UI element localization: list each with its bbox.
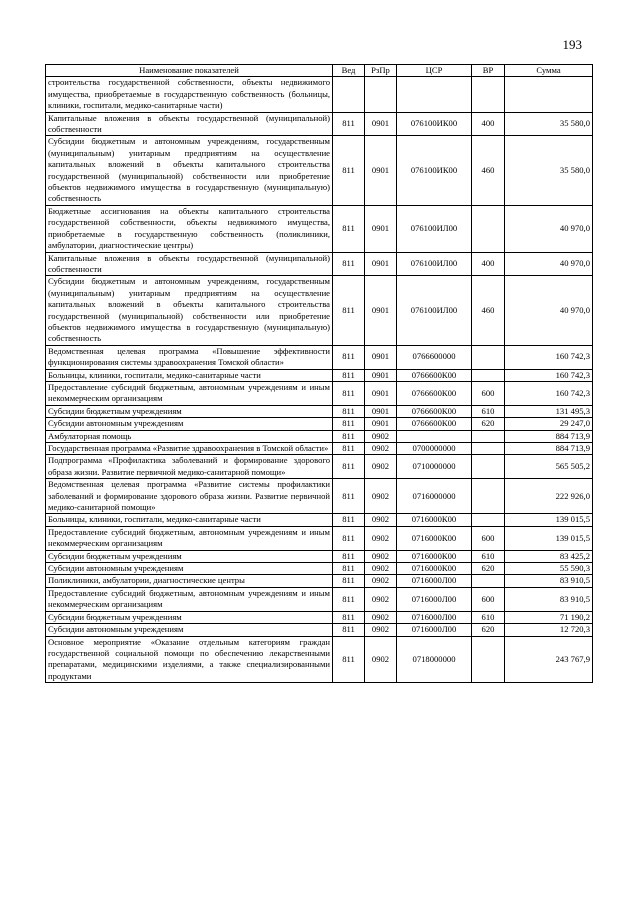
cell-ved: 811 — [333, 381, 365, 405]
table-row — [46, 443, 593, 455]
cell-rzpr: 0902 — [365, 443, 397, 455]
cell-name: Субсидии бюджетным и автономным учреждениям, государственным (муниципальным) унитарным предприятиям на осуществление капитальных вложений в объекты капитального строительства государственной (муниципальной) собственности или приобретение объектов недвижимого имущества в государственную (муниципальную) собственность — [46, 276, 333, 345]
cell-ved: 811 — [333, 112, 365, 136]
cell-csr — [397, 430, 472, 442]
cell-name: Субсидии автономным учреждениям — [46, 418, 333, 430]
table-row — [46, 611, 593, 623]
cell-csr: 076100ИЛ00 — [397, 205, 472, 252]
cell-vr — [472, 205, 505, 252]
cell-sum: 55 590,3 — [505, 563, 593, 575]
cell-name: Капитальные вложения в объекты государственной (муниципальной) собственности — [46, 252, 333, 276]
cell-csr: 0766600К00 — [397, 405, 472, 417]
cell-csr: 0766600000 — [397, 345, 472, 369]
cell-vr — [472, 77, 505, 112]
table-row — [46, 252, 593, 276]
cell-rzpr: 0902 — [365, 575, 397, 587]
cell-csr: 0716000К00 — [397, 563, 472, 575]
cell-vr: 620 — [472, 624, 505, 636]
cell-name: Амбулаторная помощь — [46, 430, 333, 442]
cell-csr: 0710000000 — [397, 455, 472, 479]
cell-csr — [397, 77, 472, 112]
cell-sum: 139 015,5 — [505, 526, 593, 550]
cell-csr: 076100ИК00 — [397, 112, 472, 136]
cell-vr: 600 — [472, 587, 505, 611]
cell-rzpr: 0901 — [365, 136, 397, 205]
table-row — [46, 77, 593, 112]
cell-sum: 35 580,0 — [505, 112, 593, 136]
cell-rzpr: 0901 — [365, 418, 397, 430]
table-row — [46, 405, 593, 417]
cell-ved: 811 — [333, 443, 365, 455]
cell-vr: 400 — [472, 252, 505, 276]
table-row — [46, 345, 593, 369]
cell-vr — [472, 443, 505, 455]
cell-name: Бюджетные ассигнования на объекты капитального строительства государственной собственности, объекты недвижимого имущества, приобретаемые в государственную собственность (поликлиники, амбулатории, диагностические центры) — [46, 205, 333, 252]
cell-vr: 610 — [472, 550, 505, 562]
cell-vr — [472, 455, 505, 479]
cell-vr — [472, 479, 505, 514]
table-row — [46, 112, 593, 136]
table-row — [46, 136, 593, 205]
cell-csr: 0766600К00 — [397, 418, 472, 430]
cell-rzpr: 0902 — [365, 587, 397, 611]
table-row — [46, 636, 593, 683]
cell-rzpr: 0902 — [365, 455, 397, 479]
cell-vr — [472, 575, 505, 587]
cell-name: Поликлиники, амбулатории, диагностические центры — [46, 575, 333, 587]
table-row — [46, 624, 593, 636]
budget-table — [45, 64, 593, 683]
table-row — [46, 455, 593, 479]
cell-sum: 83 910,5 — [505, 575, 593, 587]
cell-rzpr — [365, 77, 397, 112]
cell-ved: 811 — [333, 430, 365, 442]
cell-csr: 0716000Л00 — [397, 611, 472, 623]
header-name: Наименование показателей — [46, 65, 333, 77]
cell-vr — [472, 636, 505, 683]
cell-sum — [505, 77, 593, 112]
table-row — [46, 418, 593, 430]
cell-ved: 811 — [333, 550, 365, 562]
cell-csr: 076100ИЛ00 — [397, 276, 472, 345]
cell-rzpr: 0902 — [365, 611, 397, 623]
cell-vr: 600 — [472, 526, 505, 550]
header-vr: ВР — [472, 65, 505, 77]
header-ved: Вед — [333, 65, 365, 77]
cell-ved: 811 — [333, 369, 365, 381]
cell-rzpr: 0901 — [365, 205, 397, 252]
cell-name: Государственная программа «Развитие здравоохранения в Томской области» — [46, 443, 333, 455]
cell-vr — [472, 345, 505, 369]
cell-rzpr: 0902 — [365, 636, 397, 683]
cell-vr: 610 — [472, 405, 505, 417]
cell-ved: 811 — [333, 276, 365, 345]
cell-name: Субсидии бюджетным учреждениям — [46, 550, 333, 562]
cell-name: Больницы, клиники, госпитали, медико-санитарные части — [46, 369, 333, 381]
cell-rzpr: 0901 — [365, 381, 397, 405]
cell-ved: 811 — [333, 418, 365, 430]
cell-csr: 0716000Л00 — [397, 624, 472, 636]
cell-sum: 40 970,0 — [505, 252, 593, 276]
cell-rzpr: 0901 — [365, 112, 397, 136]
table-row — [46, 369, 593, 381]
cell-ved: 811 — [333, 563, 365, 575]
cell-name: Ведомственная целевая программа «Развитие системы профилактики заболеваний и формирование здорового образа жизни. Развитие первичной медико-санитарной помощи» — [46, 479, 333, 514]
header-rzpr: РзПр — [365, 65, 397, 77]
cell-sum: 884 713,9 — [505, 443, 593, 455]
cell-csr: 0716000Л00 — [397, 575, 472, 587]
table-row — [46, 587, 593, 611]
cell-sum: 160 742,3 — [505, 381, 593, 405]
cell-sum: 35 580,0 — [505, 136, 593, 205]
table-header-row — [46, 65, 593, 77]
cell-csr: 076100ИК00 — [397, 136, 472, 205]
cell-rzpr: 0901 — [365, 345, 397, 369]
cell-csr: 0766600К00 — [397, 381, 472, 405]
cell-ved: 811 — [333, 136, 365, 205]
cell-csr: 0718000000 — [397, 636, 472, 683]
cell-name: Больницы, клиники, госпитали, медико-санитарные части — [46, 514, 333, 526]
cell-sum: 243 767,9 — [505, 636, 593, 683]
header-sum: Сумма — [505, 65, 593, 77]
cell-ved: 811 — [333, 624, 365, 636]
cell-vr — [472, 369, 505, 381]
cell-rzpr: 0902 — [365, 550, 397, 562]
cell-vr: 400 — [472, 112, 505, 136]
table-row — [46, 381, 593, 405]
table-row — [46, 479, 593, 514]
cell-csr: 0700000000 — [397, 443, 472, 455]
cell-csr: 0716000000 — [397, 479, 472, 514]
cell-sum: 83 910,5 — [505, 587, 593, 611]
cell-sum: 40 970,0 — [505, 276, 593, 345]
cell-sum: 160 742,3 — [505, 369, 593, 381]
cell-name: Субсидии автономным учреждениям — [46, 563, 333, 575]
header-csr: ЦСР — [397, 65, 472, 77]
cell-ved: 811 — [333, 205, 365, 252]
cell-vr — [472, 514, 505, 526]
table-row — [46, 526, 593, 550]
cell-sum: 12 720,3 — [505, 624, 593, 636]
cell-ved: 811 — [333, 575, 365, 587]
cell-name: Ведомственная целевая программа «Повышение эффективности функционирования системы здравоохранения Томской области» — [46, 345, 333, 369]
table-row — [46, 575, 593, 587]
cell-rzpr: 0902 — [365, 514, 397, 526]
table-row — [46, 205, 593, 252]
cell-vr: 620 — [472, 418, 505, 430]
cell-vr: 460 — [472, 136, 505, 205]
table-row — [46, 514, 593, 526]
cell-name: Капитальные вложения в объекты государственной (муниципальной) собственности — [46, 112, 333, 136]
cell-rzpr: 0902 — [365, 430, 397, 442]
cell-rzpr: 0902 — [365, 526, 397, 550]
page-number: 193 — [562, 37, 582, 52]
cell-ved: 811 — [333, 479, 365, 514]
cell-vr — [472, 430, 505, 442]
cell-rzpr: 0901 — [365, 276, 397, 345]
cell-csr: 0716000К00 — [397, 526, 472, 550]
cell-sum: 884 713,9 — [505, 430, 593, 442]
table-row — [46, 550, 593, 562]
cell-csr: 0716000К00 — [397, 550, 472, 562]
cell-rzpr: 0901 — [365, 405, 397, 417]
cell-ved — [333, 77, 365, 112]
cell-name: Предоставление субсидий бюджетным, автономным учреждениям и иным некоммерческим организациям — [46, 381, 333, 405]
cell-sum: 71 190,2 — [505, 611, 593, 623]
cell-sum: 139 015,5 — [505, 514, 593, 526]
cell-rzpr: 0902 — [365, 624, 397, 636]
cell-name: Предоставление субсидий бюджетным, автономным учреждениям и иным некоммерческим организациям — [46, 587, 333, 611]
cell-sum: 83 425,2 — [505, 550, 593, 562]
cell-rzpr: 0901 — [365, 252, 397, 276]
cell-name: Основное мероприятие «Оказание отдельным категориям граждан государственной социальной помощи по обеспечению лекарственными препаратами, медицинскими изделиями, а также специализированными продуктами — [46, 636, 333, 683]
cell-ved: 811 — [333, 345, 365, 369]
cell-sum: 40 970,0 — [505, 205, 593, 252]
cell-name: Субсидии бюджетным учреждениям — [46, 611, 333, 623]
table-row — [46, 430, 593, 442]
cell-ved: 811 — [333, 587, 365, 611]
table-row — [46, 276, 593, 345]
cell-csr: 0766600К00 — [397, 369, 472, 381]
cell-name: Субсидии автономным учреждениям — [46, 624, 333, 636]
cell-sum: 160 742,3 — [505, 345, 593, 369]
cell-vr: 600 — [472, 381, 505, 405]
cell-sum: 131 495,3 — [505, 405, 593, 417]
cell-ved: 811 — [333, 611, 365, 623]
cell-ved: 811 — [333, 514, 365, 526]
cell-csr: 0716000К00 — [397, 514, 472, 526]
cell-name: Подпрограмма «Профилактика заболеваний и формирование здорового образа жизни. Развитие первичной медико-санитарной помощи» — [46, 455, 333, 479]
cell-rzpr: 0902 — [365, 563, 397, 575]
cell-sum: 29 247,0 — [505, 418, 593, 430]
cell-rzpr: 0902 — [365, 479, 397, 514]
cell-sum: 222 926,0 — [505, 479, 593, 514]
cell-name: Субсидии бюджетным и автономным учреждениям, государственным (муниципальным) унитарным предприятиям на осуществление капитальных вложений в объекты капитального строительства государственной (муниципальной) собственности или приобретение объектов недвижимого имущества в государственную (муниципальную) собственность — [46, 136, 333, 205]
cell-name: строительства государственной собственности, объекты недвижимого имущества, приобретаемые в государственную собственность (больницы, клиники, госпитали, медико-санитарные части) — [46, 77, 333, 112]
cell-ved: 811 — [333, 455, 365, 479]
cell-ved: 811 — [333, 526, 365, 550]
cell-ved: 811 — [333, 636, 365, 683]
cell-name: Предоставление субсидий бюджетным, автономным учреждениям и иным некоммерческим организациям — [46, 526, 333, 550]
cell-csr: 0716000Л00 — [397, 587, 472, 611]
cell-vr: 460 — [472, 276, 505, 345]
cell-vr: 610 — [472, 611, 505, 623]
cell-csr: 076100ИЛ00 — [397, 252, 472, 276]
cell-ved: 811 — [333, 252, 365, 276]
cell-name: Субсидии бюджетным учреждениям — [46, 405, 333, 417]
cell-vr: 620 — [472, 563, 505, 575]
cell-rzpr: 0901 — [365, 369, 397, 381]
cell-ved: 811 — [333, 405, 365, 417]
cell-sum: 565 505,2 — [505, 455, 593, 479]
table-row — [46, 563, 593, 575]
